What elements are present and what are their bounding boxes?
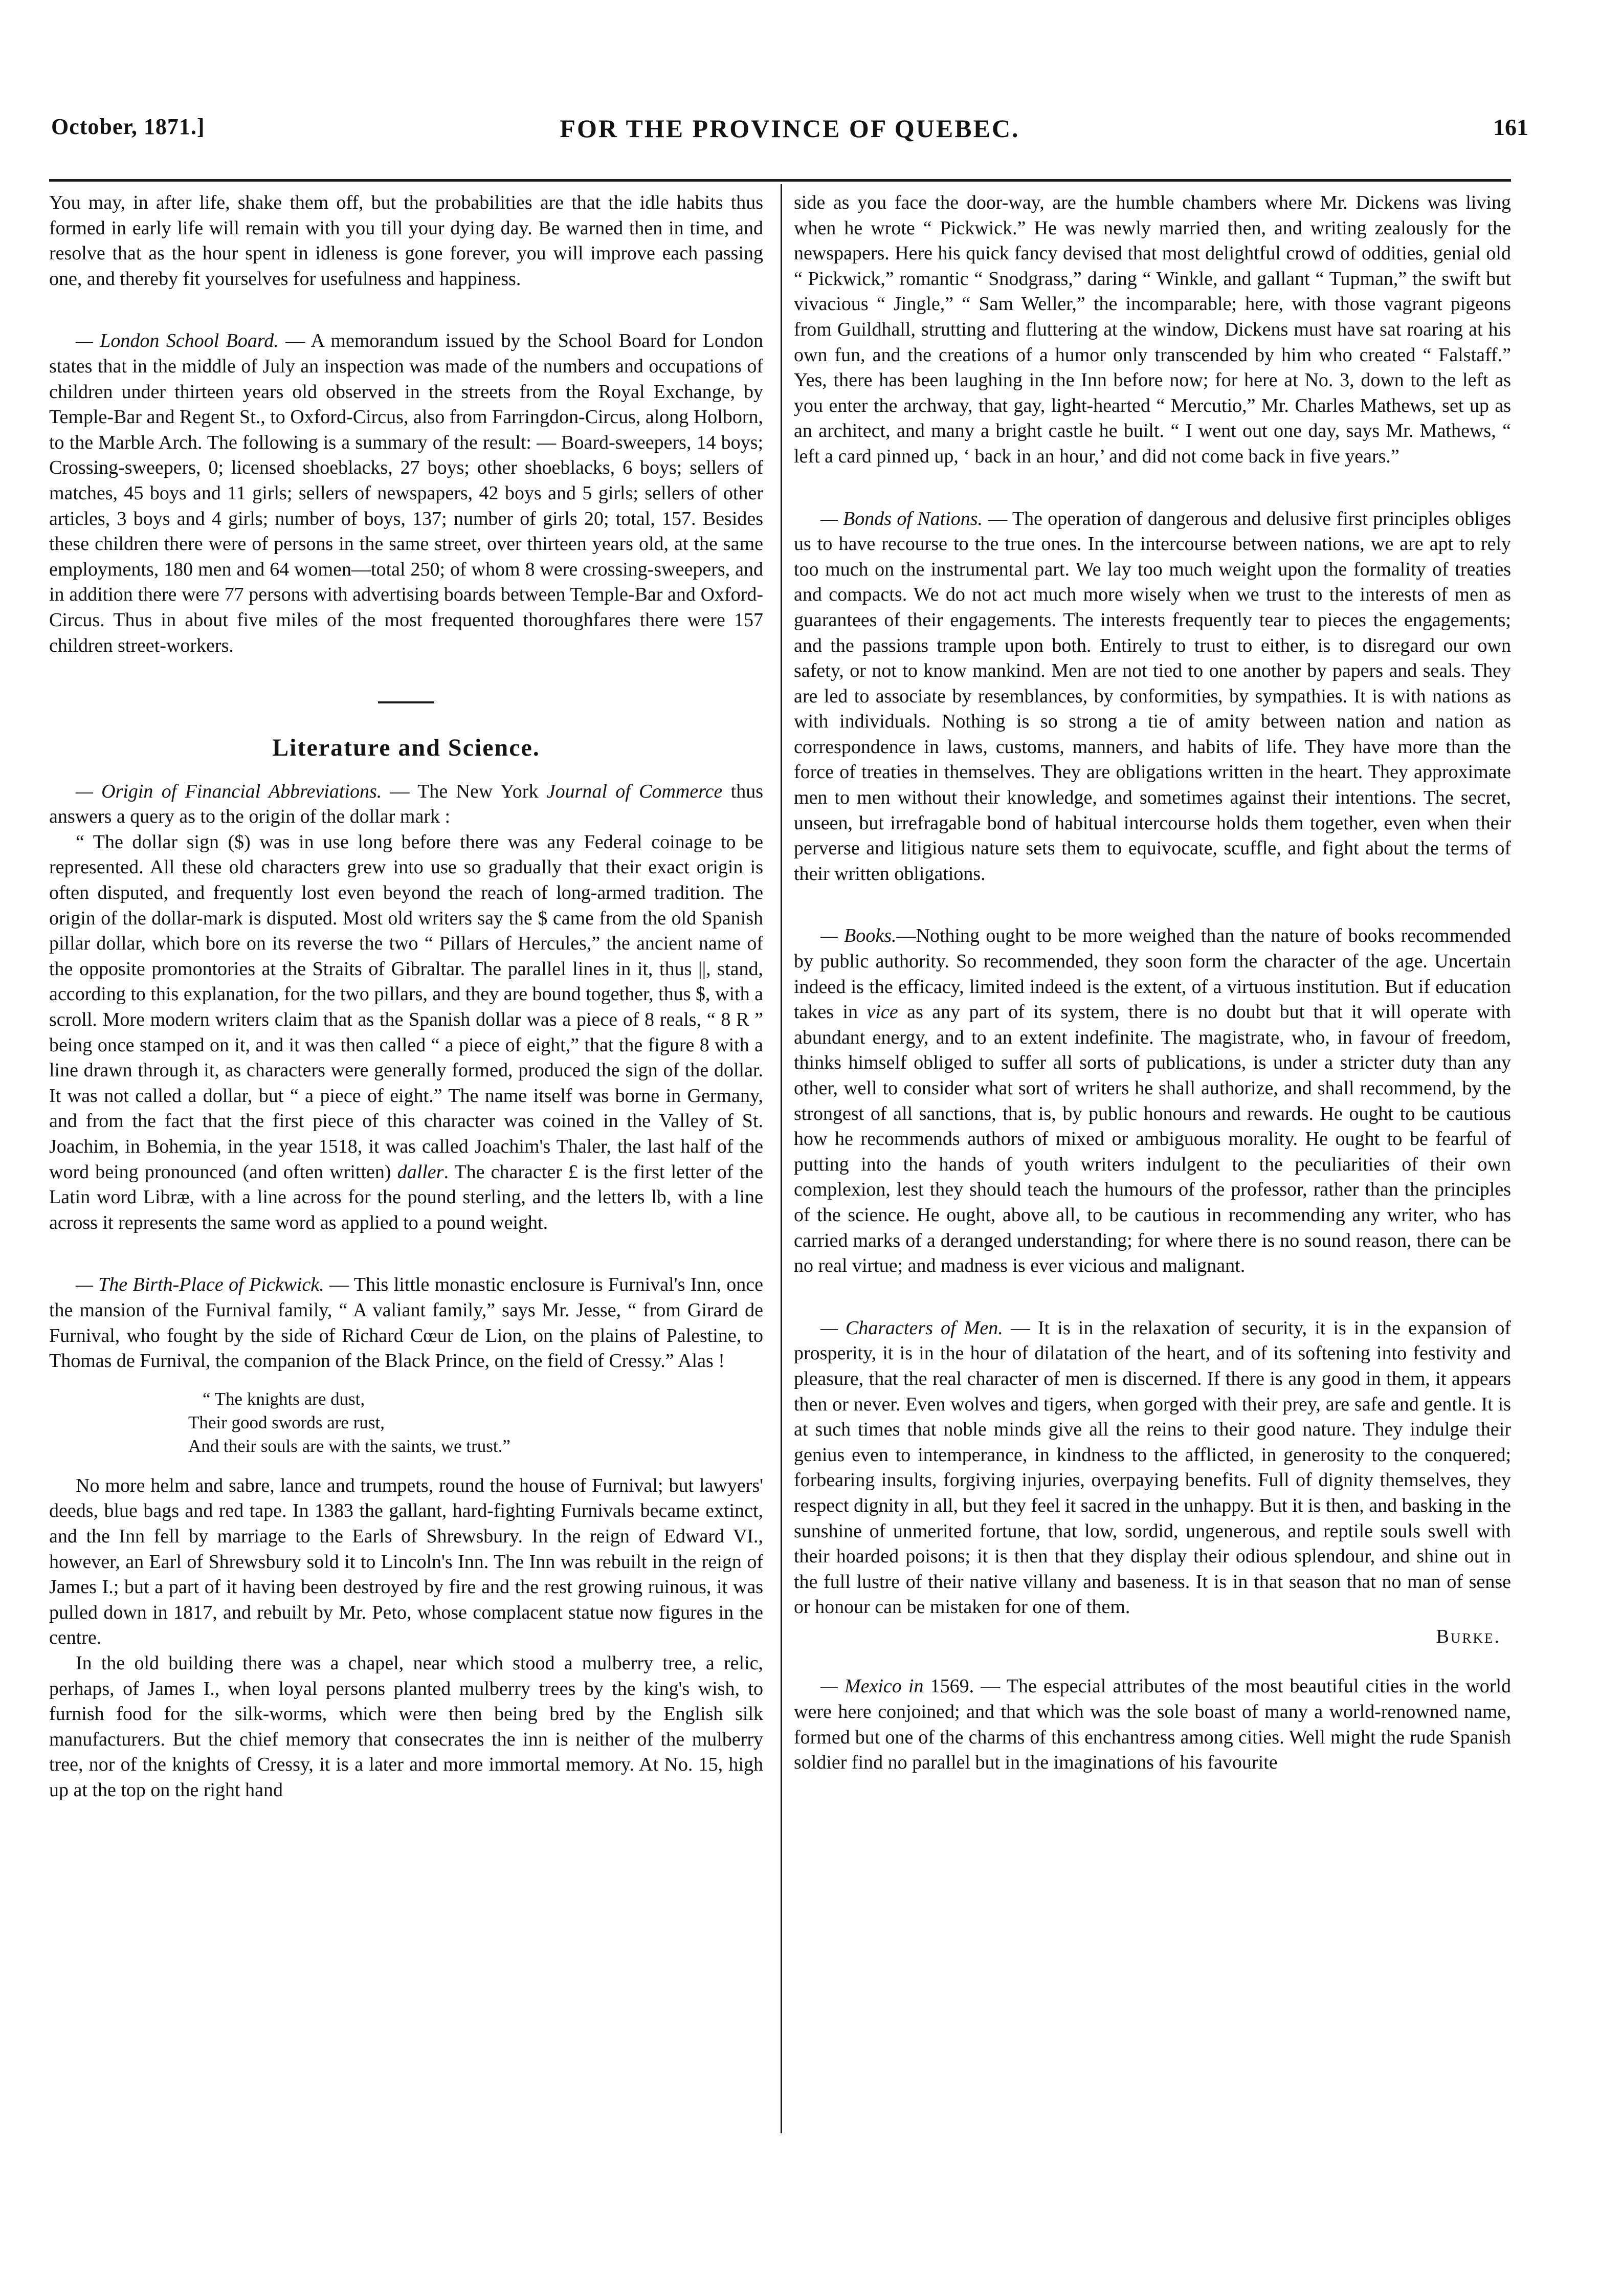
column-divider xyxy=(781,184,782,2133)
article-text: — The operation of dangerous and delusive first principles obliges us to have recourse to the true ones. In the intercourse between nations, we are apt to rely too much on the instrumental part. We lay too much weight upon the formality of treaties and compacts. We do not act much more wisely when we trust to the interests of men as guarantees of their engagements. The interests frequently tear to pieces the engagements; and the passions trample upon both. Entirely to trust to either, is to disregard our own safety, or not to know mankind. Men are not tied to one another by papers and seals. They are led to associate by resemblances, by conformities, by sympathies. It is with nations as with individuals. Nothing is so strong a tie of amity between nation and nation as correspondence in laws, customs, manners, and habits of life. They have more than the force of treaties in themselves. They are obligations written in the heart. They approximate men to men without their knowledge, and sometimes against their intentions. The secret, unseen, but irrefragable bond of habitual intercourse holds them together, even when their perverse and litigious nature sets them to equivocate, scuffle, and fight about the terms of their written obligations. xyxy=(794,507,1511,885)
journal-name: Journal of Commerce xyxy=(546,780,723,802)
italic-word: vice xyxy=(866,1001,898,1023)
article-text: . — The especial attributes of the most beautiful cities in the world were here conjoined; and that which was the sole boast of many a world-renowned name, formed but one of the charms of this enchantress among cities. Well might the rude Spanish soldier find no parallel but in the imaginations of his favourite xyxy=(794,1675,1511,1774)
article-text: —Nothing ought to be more weighed than the nature of books recommended by public authority. So recommended, they soon form the character of the age. Uncertain indeed is the efficacy, limited indeed is the extent, of a virtuous institution. But if education takes in xyxy=(794,925,1511,1023)
poem xyxy=(188,1387,763,1458)
section-heading: Literature and Science. xyxy=(272,734,540,762)
article-paragraph: No more helm and sabre, lance and trumpets, round the house of Furnival; but lawyers' deeds, blue bags and red tape. In 1383 the gallant, hard-fighting Furnivals became extinct, and the Inn fell by marriage to the Earls of Shrewsbury. In the reign of Edward VI., however, an Earl of Shrewsbury sold it to Lincoln's Inn. The Inn was rebuilt in the reign of James I.; but a part of it having been destroyed by fire and the rest growing ruinous, it was pulled down in 1817, and rebuilt by Mr. Peto, whose complacent statue now figures in the centre. xyxy=(49,1474,763,1649)
poem-line: “ The knights are dust, xyxy=(203,1388,365,1409)
article-london-school-board xyxy=(49,328,763,658)
article-characters-of-men xyxy=(794,1316,1511,1620)
article-text: thus answers a query as to the origin of the dollar mark : xyxy=(49,780,763,828)
poem-line: And their souls are with the saints, we trust.” xyxy=(188,1436,510,1456)
article-bonds-of-nations xyxy=(794,506,1511,887)
header-rule xyxy=(49,179,1511,182)
article-mexico-1569 xyxy=(794,1674,1511,1775)
article-paragraph: In the old building there was a chapel, near which stood a mulberry tree, a relic, perhaps, of James I., when loyal persons planted mulberry trees by the king's wish, to furnish food for the silk-worms, which were then being bred by the English silk manufacturers. But the chief memory that consecrates the inn is neither of the mulberry tree, nor of the knights of Cressy, it is a later and more immortal memory. At No. 15, high up at the top on the right hand xyxy=(49,1652,763,1801)
article-title: — London School Board. xyxy=(76,330,279,352)
article-text: — A memorandum issued by the School Board for London states that in the middle of July an inspection was made of the numbers and occupations of children under thirteen years old observed in the streets from the Royal Exchange, by Temple-Bar and Regent St., to Oxford-Circus, also from Farringdon-Circus, along Holborn, to the Marble Arch. The following is a summary of the result: — Board-sweepers, 14 boys; Crossing-sweepers, 0; licensed shoeblacks, 27 boys; other shoeblacks, 6 boys; sellers of matches, 45 boys and 11 girls; sellers of newspapers, 42 boys and 5 girls; sellers of other articles, 3 boys and 4 girls; number of boys, 137; number of girls 20; total, 157. Besides these children there were of persons in the same street, over thirteen years old, at the same employments, 180 men and 64 women—total 250; of whom 8 were crossing-sweepers, and in addition there were 77 persons with advertising boards between Temple-Bar and Oxford-Circus. Thus in about five miles of the most frequented thoroughfares there were 157 children street-workers. xyxy=(49,330,763,656)
right-column xyxy=(794,190,1511,1776)
pickwick-continuation: side as you face the door-way, are the humble chambers where Mr. Dickens was living when he wrote “ Pickwick.” He was newly married then, and writing zealously for the newspapers. Here his quick fancy devised that most delightful crowd of oddities, genial old “ Pickwick,” romantic “ Snodgrass,” daring “ Winkle, and gallant “ Tupman,” the swift but vivacious “ Jingle,” “ Sam Weller,” the incomparable; here, with those vagrant pigeons from Guildhall, strutting and fluttering at the window, Dickens must have sat roaring at his own fun, and the creations of a humor only transcended by him who created “ Falstaff.” Yes, there has been laughing in the Inn before now; for here at No. 3, down to the left as you enter the archway, that gay, light-hearted “ Mercutio,” Mr. Charles Mathews, set up as an architect, and many a bright castle he built. “ I went out one day, says Mr. Mathews, “ left a card pinned up, ‘ back in an hour,’ and did not come back in five years.” xyxy=(794,192,1511,467)
article-text: — This little monastic enclosure is Furnival's Inn, once the mansion of the Furnival family, “ A valiant family,” says Mr. Jesse, “ from Girard de Furnival, who fought by the side of Richard Cœur de Lion, on the plains of Palestine, to Thomas de Furnival, the companion of the Black Prince, on the field of Cressy.” Alas ! xyxy=(49,1274,763,1372)
section-divider xyxy=(378,701,434,703)
article-origin-financial-abbreviations xyxy=(49,779,763,830)
header-title: FOR THE PROVINCE OF QUEBEC. xyxy=(560,114,1020,143)
article-year: 1569 xyxy=(930,1675,969,1697)
poem-line: Their good swords are rust, xyxy=(188,1412,385,1432)
quote-text: . The character £ is the first letter of the Latin word Libræ, with a line across for the pound sterling, and the letters lb, with a line across it represents the same word as applied to a pound weight. xyxy=(49,1161,763,1233)
quote-text: “ The dollar sign ($) was in use long before there was any Federal coinage to be represented. All these old characters grew into use so gradually that their exact origin is often disputed, and frequently lost even beyond the reach of long-armed tradition. The origin of the dollar-mark is disputed. Most old writers say the $ came from the old Spanish pillar dollar, which bore on its reverse the two “ Pillars of Hercules,” the ancient name of the opposite promontories at the Straits of Gibraltar. The parallel lines in it, thus ||, stand, according to this explanation, for the two pillars, and they are bound together, thus $, with a scroll. More modern writers claim that as the Spanish dollar was a piece of 8 reals, “ 8 R ” being once stamped on it, and it was then called “ a piece of eight,” that the figure 8 with a line drawn through it, as characters were generally formed, produced the sign of the dollar. It was not called a dollar, but “ a piece of eight.” The name itself was borne in Germany, and from the fact that the first piece of this character was coined in the Valley of St. Joachim, in Bohemia, in the year 1518, it was called Joachim's Thaler, the last half of the word being pronounced (and often written) xyxy=(49,831,763,1183)
article-text: — The New York xyxy=(382,780,547,802)
article-title: — The Birth-Place of Pickwick. xyxy=(76,1274,324,1296)
article-books xyxy=(794,923,1511,1278)
author-signature: Burke. xyxy=(1436,1625,1501,1647)
article-text: — It is in the relaxation of security, it is in the expansion of prosperity, it is in the hour of dilatation of the heart, and of its softening into festivity and pleasure, that the real character of men is discerned. If there is any good in them, it appears then or never. Even wolves and tigers, when gorged with their prey, are safe and gentle. It is at such times that noble minds give all the reins to their good nature. They indulge their genius even to intemperance, in kindness to the afflicted, in generosity to the conquered; forbearing insults, forgiving injuries, overpaying benefits. Full of dignity themselves, they respect dignity in all, but they feel it sacred in the unhappy. But it is then, and basking in the sunshine of unmerited fortune, that low, sordid, ungenerous, and reptile souls swell with their hoarded poisons; it is then that they display their odious splendour, and shine out in the full lustre of their native villany and baseness. It is in that season that no man of sense or honour can be mistaken for one of them. xyxy=(794,1317,1511,1618)
article-title: — Characters of Men. xyxy=(820,1317,1003,1339)
article-birthplace-of-pickwick xyxy=(49,1272,763,1374)
header-date: October, 1871.] xyxy=(51,114,205,139)
article-title: — Mexico in xyxy=(820,1675,924,1697)
article-title: — Books. xyxy=(820,925,897,947)
article-title: — Bonds of Nations. xyxy=(820,507,983,529)
article-title: — Origin of Financial Abbreviations. xyxy=(76,780,382,802)
left-column xyxy=(49,190,763,1803)
quote-italic-word: daller xyxy=(397,1161,444,1183)
article-text: as any part of its system, there is no doubt but that it will operate with abundant energy, and to an extent indefinite. The magistrate, who, in favour of freedom, thinks himself obliged to suffer all sorts of publications, is under a stricter duty than any other, well to consider what sort of writers he shall authorize, and shall recommend, by the strongest of all sanctions, that is, by public honours and rewards. He ought to be cautious how he recommends authors of mixed or ambiguous morality. He ought to be fearful of putting into the hands of youth writers indulgent to the peculiarities of their own complexion, lest they should teach the humours of the professor, rather than the principles of the science. He ought, above all, to be cautious in recommending any writer, who has carried marks of a deranged understanding; for where there is no sound reason, there can be no real virtue; and madness is ever vicious and malignant. xyxy=(794,1001,1511,1277)
article-quote xyxy=(49,830,763,1236)
page-number: 161 xyxy=(1493,114,1528,140)
continuation-paragraph: You may, in after life, shake them off, but the probabilities are that the idle habits thus formed in early life will remain with you till your dying day. Be warned then in time, and resolve that as the hour spent in idleness is gone forever, you will improve each passing one, and thereby fit yourselves for usefulness and happiness. xyxy=(49,192,763,290)
page-header xyxy=(51,114,1528,149)
